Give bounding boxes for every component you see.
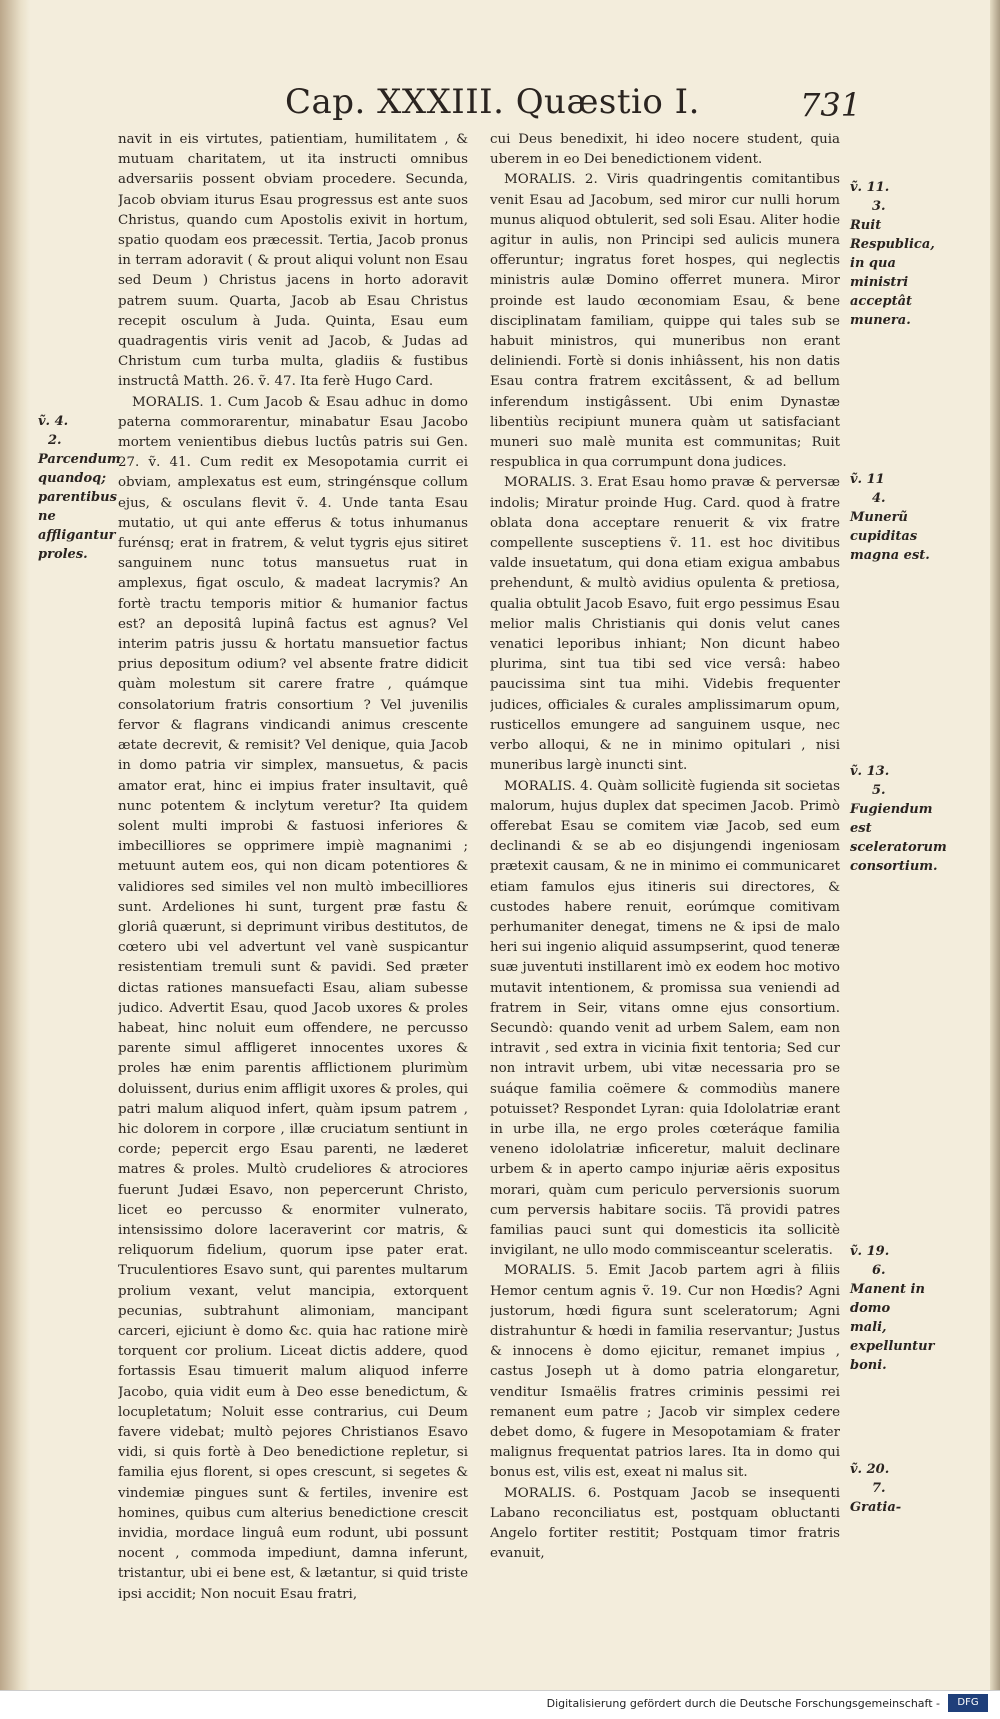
page-edge [990,0,1000,1690]
margin-text: Parcendum quandoq; parentibus ne affligantur proles. [38,452,121,562]
margin-note-right [850,470,930,565]
digitization-credit: Digitalisierung gefördert durch die Deutsche Forschungsgemeinschaft - [546,1697,940,1710]
margin-verse-ref: ṽ. 20. [850,1462,890,1477]
margin-verse-ref: ṽ. 4. [38,414,69,429]
text-column-left [118,130,468,1680]
paragraph: navit in eis virtutes, patientiam, humilitatem , & mutuam charitatem, ut ita instructi omnibus adversariis possent obviam procedere. Secunda, Jacob obviam iturus Esau progressus est ante suos Christus, quando cum Apostolis exivit in hortum, spatio quodam eos præcessit. Tertia, Jacob pronus in terram adoravit ( & prout aliqui volunt non Esau sed Deum ) Christus jacens in horto adoravit patrem suum. Quarta, Jacob ab Esau Christus recepit osculum à Juda. Quinta, Esau eum quadragentis viris venit ad Jacob, & Judas ad Christum cum turba multa, gladiis & fustibus instructâ Matth. 26. ṽ. 47. Ita ferè Hugo Card. [118,132,468,390]
margin-verse-ref: ṽ. 13. [850,764,890,779]
margin-text: Manent in domo mali, expelluntur boni. [850,1282,935,1373]
margin-number: 6. [872,1263,886,1278]
margin-number: 4. [872,491,886,506]
page-number: 731 [800,86,862,124]
margin-number: 7. [872,1481,886,1496]
margin-text: Ruit Respublica, in qua ministri acceptât munera. [850,218,935,328]
margin-text: Munerũ cupiditas magna est. [850,510,930,563]
paragraph: cui Deus benedixit, hi ideo nocere student, quia uberem in eo Dei benedictionem vident. [490,132,840,168]
margin-text: Gratia- [850,1500,902,1515]
paragraph: MORALIS. 4. Quàm sollicitè fugienda sit societas malorum, hujus duplex dat specimen Jacob. Primò offerebat Esau se comitem viæ Jacob, sed eum declinandi & se ab eo disjungendi ingeniosam prætexit causam, & ne in minimo ei communicaret etiam famulos ejus itineris sui directores, & custodes habere renuit, eorúmque comitivam perhumaniter denegat, timens ne & ipsi de malo heri sui ingenio aliquid assumpserint, quod teneræ suæ juventuti instillarent imò ex eodem hoc motivo mutavit intentionem, & promissa sua veniendi ad fratrem in Seir, vitans omne ejus consortium. Secundò: quando venit ad urbem Salem, eam non intravit , sed extra in vicinia fixit tentoria; Sed cur non intravit urbem, ubi vitæ necessaria pro se suáque familia coëmere & commodiùs manere potuisset? Respondet Lyran: quia Idololatriæ erant in urbe illa, ne ergo proles cœteráque familia veneno idololatriæ inficeretur, maluit declinare urbem & in aperto campo injuriæ aëris expositus morari, quàm cum periculo perversionis suorum cum perversis habitare sociis. Tã providi patres familias pauci sunt qui domesticis ita sollicitè invigilant, ne ullo modo commisceantur sceleratis. [490,778,840,1259]
paragraph: MORALIS. 2. Viris quadringentis comitantibus venit Esau ad Jacobum, sed miror cur nulli horum munus aliquod obtulerit, sed soli Esau. Aliter hodie agitur in aulis, non Principi sed aulicis munera offeruntur; ingratus foret hospes, qui neglectis ministris aulæ Domino offerret munera. Miror proinde est laudo œconomiam Esau, & bene disciplinatam familiam, quippe qui tales sub se habuit ministros, qui muneribus non erant deliniendi. Fortè si donis inhiâssent, his non datis Esau contra fratrem excitâssent, & ad bellum inferendum instigâssent. Ubi enim Dynastæ libentiùs recipiunt munera quàm ut satisfaciant muneri suo malè munita est communitas; Ruit respublica in qua corrumpunt dona judices. [490,172,840,471]
book-binding [0,0,30,1690]
margin-number: 5. [872,783,886,798]
text-column-right [490,130,840,1685]
margin-number: 2. [48,433,62,448]
margin-note-left [38,412,121,564]
margin-number: 3. [872,199,886,214]
margin-text: Fugiendum est sceleratorum consortium. [850,802,947,874]
margin-verse-ref: ṽ. 11 [850,472,885,487]
margin-verse-ref: ṽ. 19. [850,1244,890,1259]
paragraph: MORALIS. 5. Emit Jacob partem agri à filiis Hemor centum agnis ṽ. 19. Cur non Hœdis? Agni justorum, hœdi figura sunt sceleratorum; Agni distrahuntur & hœdi in familia reservantur; Justus & innocens è domo ejicitur, remanet impius , castus Joseph ut à domo patria elongaretur, venditur Ismaëlis fratres criminis pessimi rei remanent eum patre ; Jacob vir simplex cedere debet domo, & fugere in Mesopotamiam & frater malignus frequentat patrios lares. Ita in domo qui bonus est, vilis est, exeat ni malus sit. [490,1263,840,1481]
margin-note-right [850,1460,930,1517]
paragraph: MORALIS. 1. Cum Jacob & Esau adhuc in domo paterna commorarentur, minabatur Esau Jacobo mortem venientibus diebus luctûs patris sui Gen. 27. ṽ. 41. Cum redit ex Mesopotamia currit ei obviam, amplexatus est eum, stringénsque collum ejus, & osculans flevit ṽ. 4. Unde tanta Esau mutatio, ut qui ante efferus & totus inhumanus furénsq; erat in fratrem, & velut tygris ejus sitiret sanguinem nunc totus mansuetus ruat in amplexus, figat osculo, & madeat lacrymis? An fortè tractu temporis mitior & humanior factus est? an depositâ lupinâ factus est agnus? Vel interim patris jussu & hortatu mansuetior factus prius depositum odium? vel absente fratre didicit quàm molestum sit carere fratre , quámque consolatorium fratris consortium ? Vel juvenilis fervor & flagrans vindicandi animus crescente ætate decrevit, & remisit? Vel denique, quia Jacob in domo patria vir simplex, mansuetus, & pacis amator erat, hinc ei impius frater insultavit, quê nunc potentem & inclytum veretur? Ita quidem solent multi improbi & fastuosi inferiores & imbecilliores se opprimere impiè magnanimi ; metuunt autem eos, qui non dicam potentiores & validiores sed similes vel non multò imbecilliores sunt. Ardeliones hi sunt, turgent præ fastu & gloriâ quærunt, si deprimunt viribus destitutos, de cœtero ubi vel advertunt vel vanè suspicantur resistentiam tremuli sunt & pavidi. Sed præter dictas rationes mansuefacti Esau, aliam subesse judico. Advertit Esau, quod Jacob uxores & proles habeat, hinc noluit eum offendere, ne percusso parente simul affligeret innocentes uxores & proles hæ enim parentis afflictionem plurimùm doluissent, durius enim affligit uxores & proles, qui patri malum aliquod infert, quàm ipsum patrem , hic dolorem in corpore , illæ cruciatum sentiunt in corde; pepercit ergo Esau parenti, ne læderet matres & proles. Multò crudeliores & atrociores fuerunt Judæi Esavo, non pepercerunt Christo, licet eo percusso & enormiter vulnerato, intensissimo dolore laceraverint cor matris, & reliquorum fidelium, quorum ipse pater erat. Truculentiores Esavo sunt, qui parentes multarum prolium vexant, velut mancipia, extorquent pecunias, subtrahunt alimoniam, mancipant carceri, ejiciunt è domo &c. quia hac ratione mirè torquent cor prolium. Liceat dictis addere, quod fortassis Esau timuerit malum aliquod inferre Jacobo, quia vidit eum à Deo esse benedictum, & locupletatum; Noluit esse contrarius, cui Deum favere videbat; multò pejores Christianos Esavo vidi, si quis fortè à Deo benedictione repletur, si familia ejus florent, si opes crescunt, si segetes & vindemiæ pingues sunt & fertiles, invenire est homines, quibus cum alterius benedictione crescit invidia, mordace linguâ eum rodunt, ubi possunt nocent , commoda impediunt, damna inferunt, tristantur, ubi ei bene est, & lætantur, si quid triste ipsi accidit; Non nocuit Esau fratri, [118,394,468,1602]
margin-note-right [850,762,947,876]
paragraph: MORALIS. 3. Erat Esau homo pravæ & perversæ indolis; Miratur proinde Hug. Card. quod à fratre oblata dona acceptare renuerit & vix fratre compellente susceptiens ṽ. 11. est hoc divitibus valde insuetatum, qui dona etiam exigua ambabus prehendunt, & multò avidius opulenta & pretiosa, qualia obtulit Jacob Esavo, fuit ergo pessimus Esau melior malis Christianis qui donis velut canes venatici leporibus inhiant; Non dicunt habeo plurima, sint tua tibi sed vice versâ: habeo paucissima sint tua mihi. Videbis frequenter judices, officiales & curales amplissimarum opum, rusticellos emungere ad sanguinem usque, nec verbo alloqui, & ne in minimo opitulari , nisi muneribus largè inuncti sint. [490,475,840,774]
margin-note-right [850,1242,935,1375]
paragraph: MORALIS. 6. Postquam Jacob se insequenti Labano reconciliatus est, postquam obluctanti Angelo fortiter restitit; Postquam timor fratris evanuit, [490,1485,840,1562]
margin-note-right [850,178,935,330]
margin-verse-ref: ṽ. 11. [850,180,890,195]
dfg-logo: DFG [948,1694,988,1712]
running-title: Cap. XXXIII. Quæstio I. [285,82,700,122]
